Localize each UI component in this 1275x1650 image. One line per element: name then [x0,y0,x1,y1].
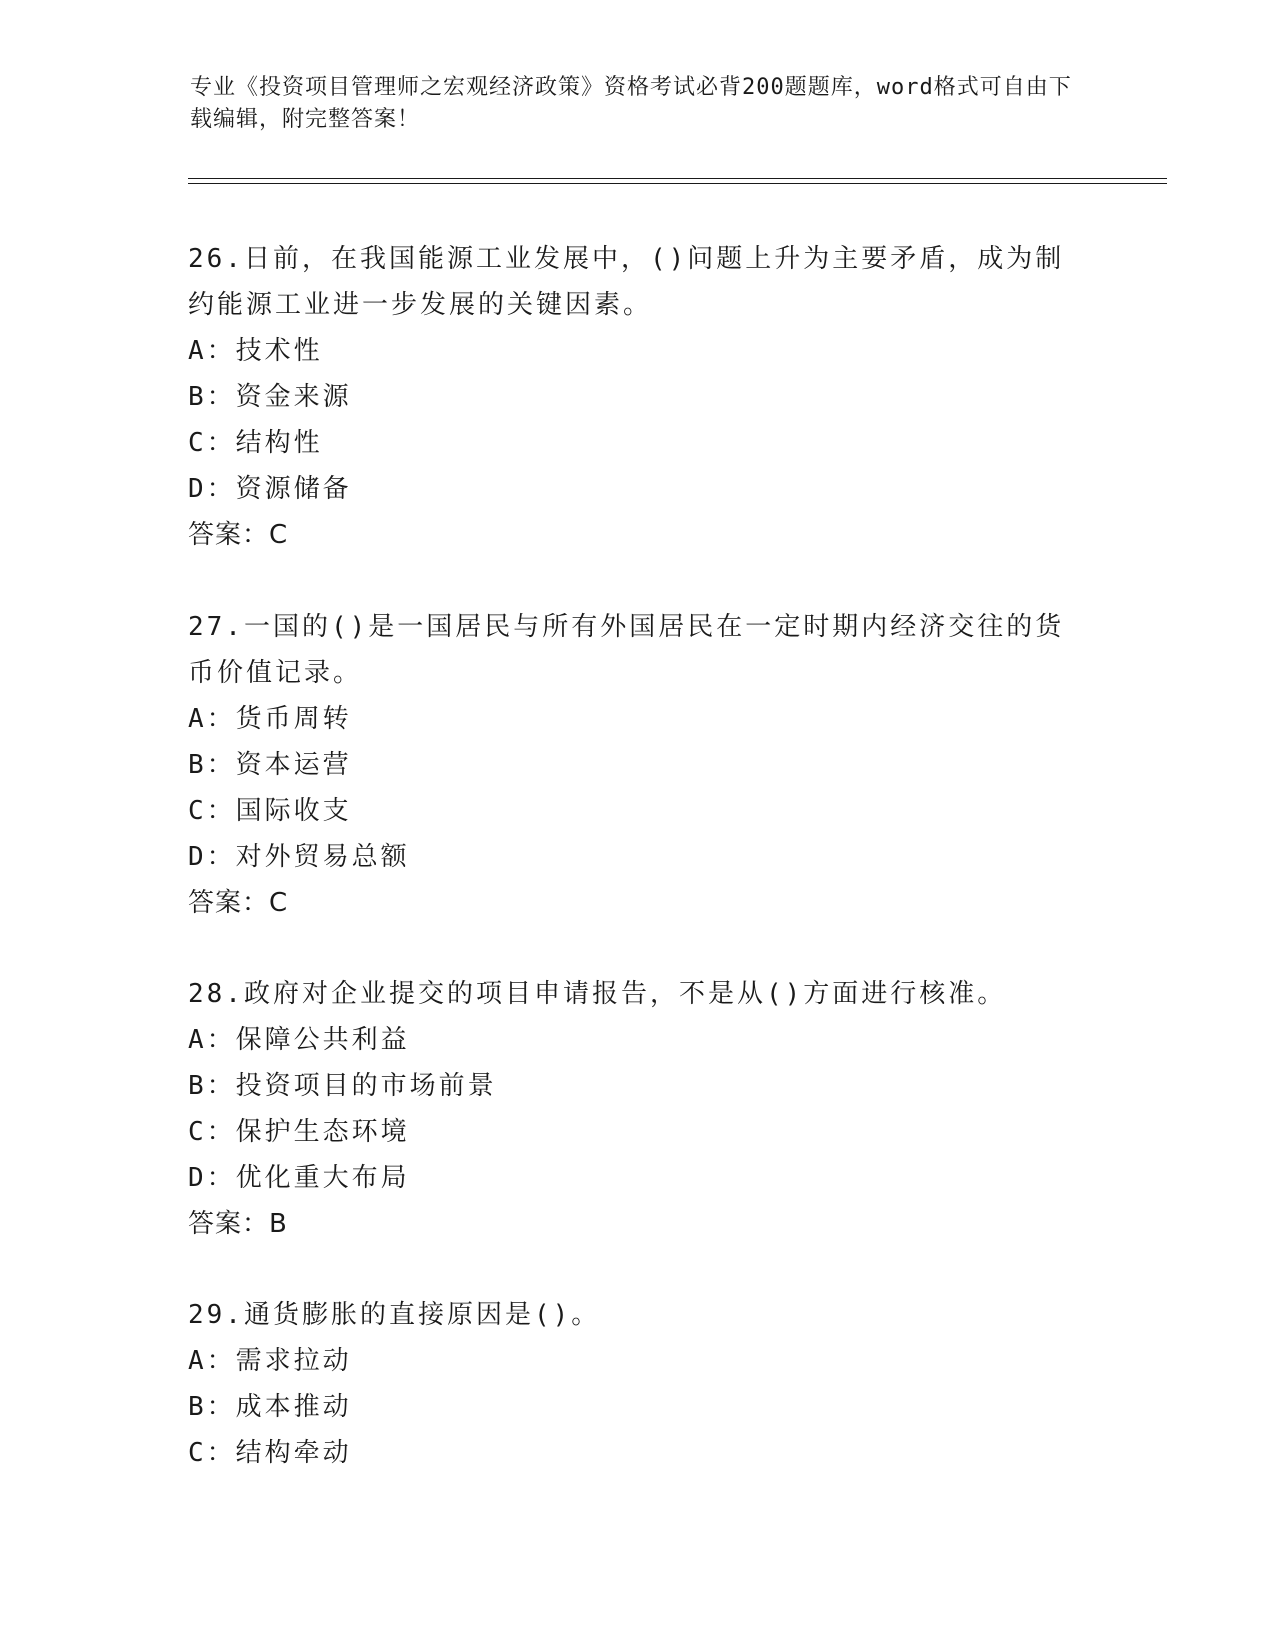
option-b: B：资本运营 [188,750,352,780]
question-27 [188,604,1088,926]
option-a: A：需求拉动 [188,1346,352,1376]
question-stem: 28.政府对企业提交的项目申请报告，不是从()方面进行核准。 [188,979,1007,1009]
option-c: C：结构牵动 [188,1438,352,1468]
option-c: C：结构性 [188,428,323,458]
document-header: 专业《投资项目管理师之宏观经济政策》资格考试必背200题题库，word格式可自由下载编辑，附完整答案！ [190,75,1072,132]
question-26 [188,236,1088,558]
option-a: A：货币周转 [188,704,352,734]
option-b: B：投资项目的市场前景 [188,1071,497,1101]
option-a: A：技术性 [188,336,323,366]
option-c: C：国际收支 [188,796,352,826]
answer-line: 答案：C [188,520,289,550]
question-29 [188,1292,1088,1476]
header-rule-bottom [188,183,1167,184]
question-stem: 27.一国的()是一国居民与所有外国居民在一定时期内经济交往的货币价值记录。 [188,612,1065,688]
option-b: B：成本推动 [188,1392,352,1422]
question-stem: 29.通货膨胀的直接原因是()。 [188,1300,601,1330]
answer-line: 答案：B [188,1209,288,1239]
option-d: D：对外贸易总额 [188,842,410,872]
question-stem: 26.日前，在我国能源工业发展中，()问题上升为主要矛盾，成为制约能源工业进一步发展的关键因素。 [188,244,1065,320]
option-c: C：保护生态环境 [188,1117,410,1147]
option-b: B：资金来源 [188,382,352,412]
option-d: D：资源储备 [188,474,352,504]
question-28 [188,971,1088,1247]
answer-line: 答案：C [188,888,289,918]
header-rule-top [188,178,1167,179]
option-d: D：优化重大布局 [188,1163,410,1193]
option-a: A：保障公共利益 [188,1025,410,1055]
